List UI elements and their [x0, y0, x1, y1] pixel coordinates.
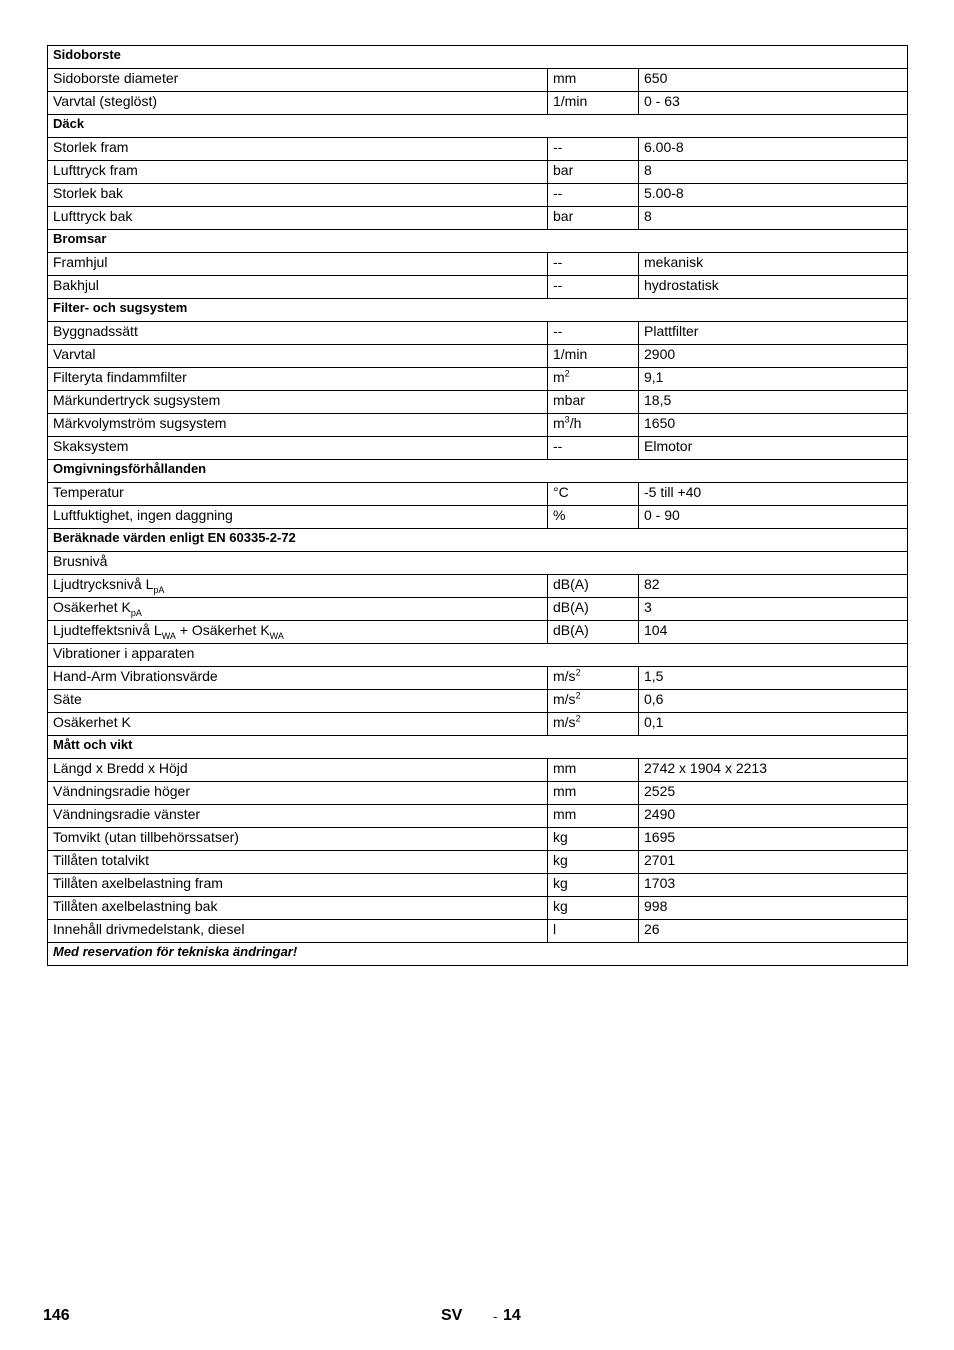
parameter-cell — [48, 690, 548, 713]
value-cell: 8 — [639, 207, 908, 230]
section-label: Med reservation för tekniska ändringar! — [48, 943, 908, 966]
parameter-cell — [48, 69, 548, 92]
value-cell: 2701 — [639, 851, 908, 874]
unit-cell — [548, 253, 639, 276]
unit-cell — [548, 667, 639, 690]
unit-cell — [548, 575, 639, 598]
value-cell: 8 — [639, 161, 908, 184]
parameter-cell — [48, 437, 548, 460]
value-cell: 998 — [639, 897, 908, 920]
parameter-label: Lufttryck bak — [53, 208, 133, 224]
section-label: Vibrationer i apparaten — [48, 644, 908, 667]
value-cell: 0,6 — [639, 690, 908, 713]
unit-label: 1/min — [553, 346, 588, 362]
specifications-table-body — [48, 46, 908, 966]
parameter-label: Vändningsradie höger — [53, 783, 190, 799]
table-row — [48, 851, 908, 874]
unit-label: l — [553, 921, 557, 937]
unit-label: mm — [553, 783, 577, 799]
parameter-label: Längd x Bredd x Höjd — [53, 760, 188, 776]
parameter-label: Osäkerhet K — [53, 599, 131, 615]
table-row — [48, 575, 908, 598]
table-row — [48, 920, 908, 943]
value-cell: hydrostatisk — [639, 276, 908, 299]
unit-label: °C — [553, 484, 569, 500]
parameter-label: Säte — [53, 691, 82, 707]
parameter-subscript: pA — [130, 607, 142, 618]
unit-label: kg — [553, 829, 568, 845]
parameter-label: Varvtal — [53, 346, 96, 362]
table-row — [48, 207, 908, 230]
unit-cell — [548, 506, 639, 529]
parameter-label: Tillåten axelbelastning fram — [53, 875, 223, 891]
parameter-label: Luftfuktighet, ingen daggning — [53, 507, 233, 523]
section-label: Brusnivå — [48, 552, 908, 575]
unit-cell — [548, 690, 639, 713]
value-cell: 650 — [639, 69, 908, 92]
parameter-cell — [48, 276, 548, 299]
table-row — [48, 759, 908, 782]
unit-label: dB(A) — [553, 622, 589, 638]
sub-page-number: 14 — [503, 1307, 521, 1324]
value-cell: -5 till +40 — [639, 483, 908, 506]
parameter-cell — [48, 414, 548, 437]
value-cell: 2742 x 1904 x 2213 — [639, 759, 908, 782]
value-cell: 3 — [639, 598, 908, 621]
parameter-label: Vändningsradie vänster — [53, 806, 201, 822]
parameter-label: Ljudteffektsnivå L — [53, 622, 162, 638]
unit-cell — [548, 322, 639, 345]
table-section-row — [48, 460, 908, 483]
unit-label: % — [553, 507, 566, 523]
parameter-cell — [48, 138, 548, 161]
unit-label: m/s — [553, 668, 576, 684]
unit-label: -- — [553, 438, 563, 454]
specifications-table — [47, 45, 908, 966]
section-label: Däck — [48, 115, 908, 138]
parameter-cell — [48, 253, 548, 276]
unit-cell — [548, 621, 639, 644]
unit-cell — [548, 805, 639, 828]
unit-cell — [548, 437, 639, 460]
unit-cell — [548, 92, 639, 115]
table-row — [48, 276, 908, 299]
unit-label: -- — [553, 254, 563, 270]
parameter-label-continued: + Osäkerhet K — [175, 622, 270, 638]
unit-cell — [548, 874, 639, 897]
unit-cell — [548, 184, 639, 207]
table-row — [48, 897, 908, 920]
table-section-row — [48, 299, 908, 322]
table-row — [48, 621, 908, 644]
parameter-cell — [48, 874, 548, 897]
unit-cell — [548, 138, 639, 161]
table-row — [48, 161, 908, 184]
unit-cell — [548, 598, 639, 621]
value-cell: mekanisk — [639, 253, 908, 276]
unit-superscript: 3 — [564, 414, 570, 425]
unit-cell — [548, 368, 639, 391]
value-cell: Plattfilter — [639, 322, 908, 345]
unit-label: mbar — [553, 392, 585, 408]
parameter-cell — [48, 483, 548, 506]
unit-superscript: 2 — [575, 667, 581, 678]
parameter-label: Tomvikt (utan tillbehörssatser) — [53, 829, 239, 845]
table-row — [48, 322, 908, 345]
table-section-row — [48, 115, 908, 138]
unit-label: kg — [553, 852, 568, 868]
unit-label-tail: /h — [569, 415, 582, 431]
parameter-cell — [48, 506, 548, 529]
value-cell: 26 — [639, 920, 908, 943]
table-row — [48, 184, 908, 207]
language-code: SV — [441, 1307, 463, 1324]
value-cell: 0,1 — [639, 713, 908, 736]
parameter-label: Storlek fram — [53, 139, 129, 155]
parameter-subscript: pA — [153, 584, 165, 595]
unit-cell — [548, 161, 639, 184]
parameter-cell — [48, 345, 548, 368]
parameter-label: Innehåll drivmedelstank, diesel — [53, 921, 245, 937]
table-section-row — [48, 552, 908, 575]
unit-cell — [548, 345, 639, 368]
parameter-cell — [48, 713, 548, 736]
value-cell: 18,5 — [639, 391, 908, 414]
table-section-row — [48, 230, 908, 253]
unit-label: m — [553, 369, 565, 385]
parameter-label: Framhjul — [53, 254, 108, 270]
parameter-label: Lufttryck fram — [53, 162, 138, 178]
unit-cell — [548, 759, 639, 782]
unit-cell — [548, 276, 639, 299]
parameter-cell — [48, 207, 548, 230]
parameter-label: Bakhjul — [53, 277, 99, 293]
parameter-label: Märkundertryck sugsystem — [53, 392, 221, 408]
unit-label: 1/min — [553, 93, 588, 109]
unit-cell — [548, 207, 639, 230]
unit-label: mm — [553, 806, 577, 822]
parameter-cell — [48, 667, 548, 690]
table-row — [48, 667, 908, 690]
parameter-cell — [48, 391, 548, 414]
parameter-label: Filteryta findammfilter — [53, 369, 187, 385]
parameter-cell — [48, 575, 548, 598]
unit-label: bar — [553, 162, 574, 178]
table-section-row — [48, 736, 908, 759]
parameter-label: Hand-Arm Vibrationsvärde — [53, 668, 218, 684]
page-number: 146 — [43, 1307, 70, 1324]
unit-label: bar — [553, 208, 574, 224]
parameter-cell — [48, 368, 548, 391]
value-cell: 0 - 63 — [639, 92, 908, 115]
value-cell: 1650 — [639, 414, 908, 437]
unit-cell — [548, 828, 639, 851]
parameter-cell — [48, 322, 548, 345]
table-row — [48, 598, 908, 621]
unit-label: kg — [553, 875, 568, 891]
parameter-cell — [48, 828, 548, 851]
parameter-label: Skaksystem — [53, 438, 129, 454]
unit-label: dB(A) — [553, 599, 589, 615]
unit-label: -- — [553, 185, 563, 201]
parameter-cell — [48, 759, 548, 782]
parameter-label: Märkvolymström sugsystem — [53, 415, 227, 431]
parameter-subscript: WA — [269, 630, 284, 641]
table-section-row — [48, 529, 908, 552]
unit-cell — [548, 713, 639, 736]
parameter-label: Osäkerhet K — [53, 714, 131, 730]
table-row — [48, 690, 908, 713]
parameter-label: Tillåten totalvikt — [53, 852, 149, 868]
table-row — [48, 828, 908, 851]
parameter-cell — [48, 851, 548, 874]
parameter-label: Storlek bak — [53, 185, 124, 201]
table-row — [48, 92, 908, 115]
unit-cell — [548, 69, 639, 92]
page-separator: - — [493, 1309, 498, 1324]
value-cell: 2525 — [639, 782, 908, 805]
value-cell: 82 — [639, 575, 908, 598]
unit-cell — [548, 414, 639, 437]
parameter-cell — [48, 897, 548, 920]
parameter-subscript: WA — [161, 630, 176, 641]
section-label: Filter- och sugsystem — [48, 299, 908, 322]
section-label: Mått och vikt — [48, 736, 908, 759]
section-label: Omgivningsförhållanden — [48, 460, 908, 483]
parameter-cell — [48, 805, 548, 828]
section-label: Beräknade värden enligt EN 60335-2-72 — [48, 529, 908, 552]
table-row — [48, 414, 908, 437]
value-cell: 1703 — [639, 874, 908, 897]
unit-label: m — [553, 415, 565, 431]
parameter-cell — [48, 598, 548, 621]
parameter-cell — [48, 184, 548, 207]
table-row — [48, 391, 908, 414]
table-section-row — [48, 644, 908, 667]
unit-label: m/s — [553, 714, 576, 730]
unit-cell — [548, 897, 639, 920]
table-row — [48, 483, 908, 506]
table-row — [48, 782, 908, 805]
value-cell: 6.00-8 — [639, 138, 908, 161]
unit-cell — [548, 782, 639, 805]
table-row — [48, 805, 908, 828]
unit-cell — [548, 391, 639, 414]
value-cell: 9,1 — [639, 368, 908, 391]
parameter-label: Byggnadssätt — [53, 323, 138, 339]
parameter-label: Varvtal (steglöst) — [53, 93, 157, 109]
unit-superscript: 2 — [575, 690, 581, 701]
unit-label: mm — [553, 760, 577, 776]
value-cell: 5.00-8 — [639, 184, 908, 207]
value-cell: 2490 — [639, 805, 908, 828]
value-cell: Elmotor — [639, 437, 908, 460]
table-row — [48, 713, 908, 736]
value-cell: 2900 — [639, 345, 908, 368]
unit-label: -- — [553, 323, 563, 339]
parameter-cell — [48, 920, 548, 943]
table-row — [48, 253, 908, 276]
unit-cell — [548, 851, 639, 874]
unit-superscript: 2 — [564, 368, 570, 379]
unit-superscript: 2 — [575, 713, 581, 724]
parameter-label: Temperatur — [53, 484, 124, 500]
unit-label: kg — [553, 898, 568, 914]
parameter-label: Sidoborste diameter — [53, 70, 179, 86]
unit-label: -- — [553, 277, 563, 293]
section-label: Bromsar — [48, 230, 908, 253]
unit-cell — [548, 483, 639, 506]
value-cell: 1695 — [639, 828, 908, 851]
parameter-cell — [48, 161, 548, 184]
table-row — [48, 69, 908, 92]
parameter-label: Ljudtrycksnivå L — [53, 576, 154, 592]
value-cell: 1,5 — [639, 667, 908, 690]
table-section-row — [48, 46, 908, 69]
table-row — [48, 437, 908, 460]
table-row — [48, 874, 908, 897]
parameter-label: Tillåten axelbelastning bak — [53, 898, 218, 914]
value-cell: 104 — [639, 621, 908, 644]
value-cell: 0 - 90 — [639, 506, 908, 529]
unit-label: m/s — [553, 691, 576, 707]
unit-label: mm — [553, 70, 577, 86]
table-row — [48, 368, 908, 391]
table-row — [48, 345, 908, 368]
unit-label: -- — [553, 139, 563, 155]
section-label: Sidoborste — [48, 46, 908, 69]
parameter-cell — [48, 621, 548, 644]
table-row — [48, 138, 908, 161]
table-row — [48, 506, 908, 529]
unit-label: dB(A) — [553, 576, 589, 592]
unit-cell — [548, 920, 639, 943]
parameter-cell — [48, 92, 548, 115]
table-note-row — [48, 943, 908, 966]
parameter-cell — [48, 782, 548, 805]
